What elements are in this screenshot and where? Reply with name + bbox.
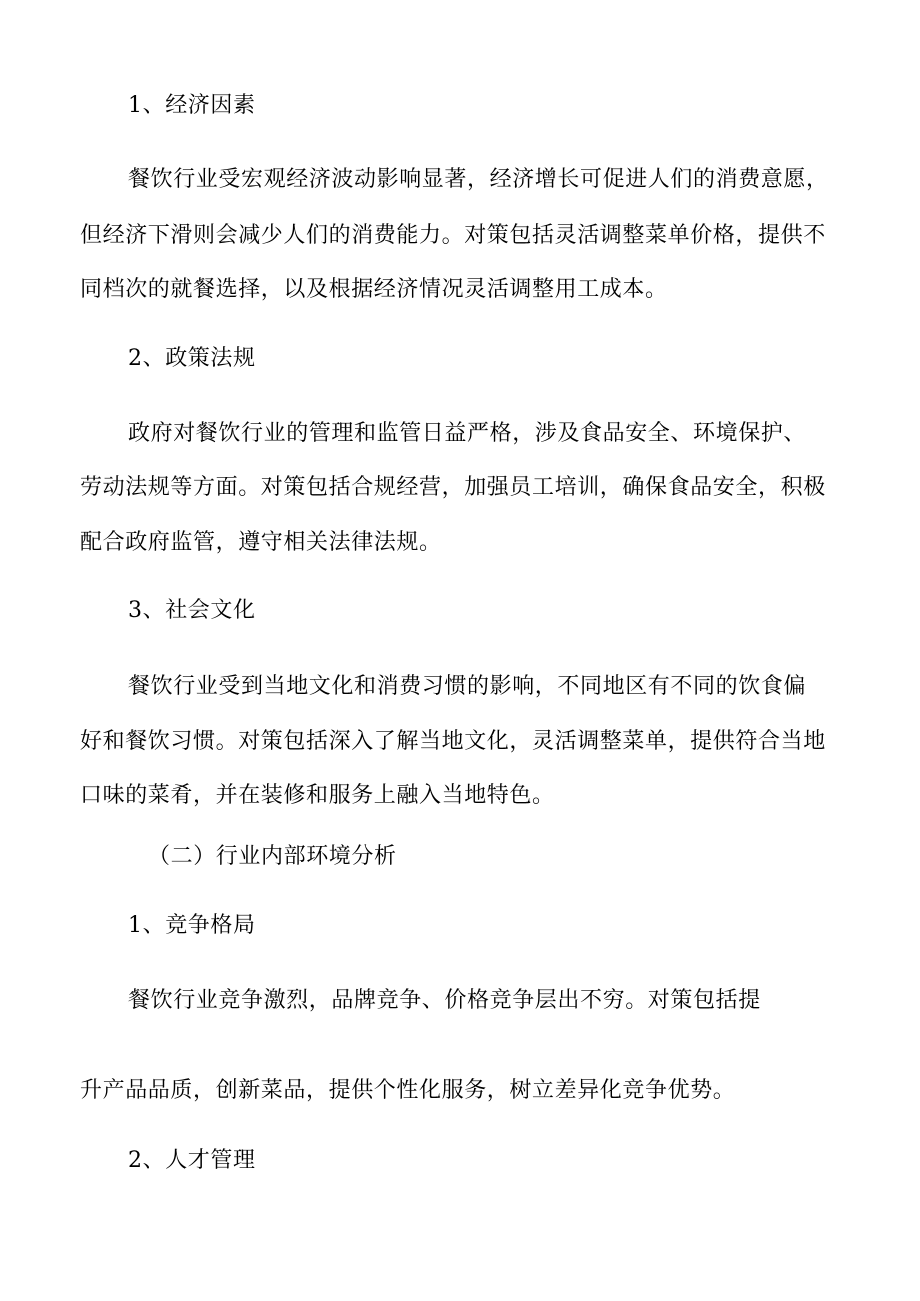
paragraph-line: 劳动法规等方面。对策包括合规经营，加强员工培训，确保食品安全，积极: [80, 475, 826, 500]
paragraph-line: 同档次的就餐选择，以及根据经济情况灵活调整用工成本。: [80, 277, 668, 302]
paragraph-line: 餐饮行业受到当地文化和消费习惯的影响，不同地区有不同的饮食偏: [128, 674, 807, 699]
paragraph-line: 升产品品质，创新菜品，提供个性化服务，树立差异化竞争优势。: [80, 1078, 736, 1103]
paragraph-line: 餐饮行业竞争激烈，品牌竞争、价格竞争层出不穷。对策包括提: [128, 988, 761, 1013]
subsection-title: （二）行业内部环境分析: [148, 844, 397, 869]
paragraph-line: 好和餐饮习惯。对策包括深入了解当地文化，灵活调整菜单，提供符合当地: [80, 729, 826, 754]
paragraph-line: 口味的菜肴，并在装修和服务上融入当地特色。: [80, 783, 555, 808]
paragraph-line: 但经济下滑则会减少人们的消费能力。对策包括灵活调整菜单价格，提供不: [80, 223, 826, 248]
paragraph-line: 配合政府监管，遵守相关法律法规。: [80, 530, 442, 555]
paragraph-line: 政府对餐饮行业的管理和监管日益严格，涉及食品安全、环境保护、: [128, 421, 807, 446]
section-heading-economic: 1、经济因素: [128, 93, 256, 118]
section-heading-culture: 3、社会文化: [128, 598, 256, 623]
section-heading-competition: 1、竞争格局: [128, 913, 256, 938]
paragraph-line: 餐饮行业受宏观经济波动影响显著，经济增长可促进人们的消费意愿，: [128, 167, 829, 192]
section-heading-talent: 2、人才管理: [128, 1148, 256, 1173]
section-heading-policy: 2、政策法规: [128, 346, 256, 371]
